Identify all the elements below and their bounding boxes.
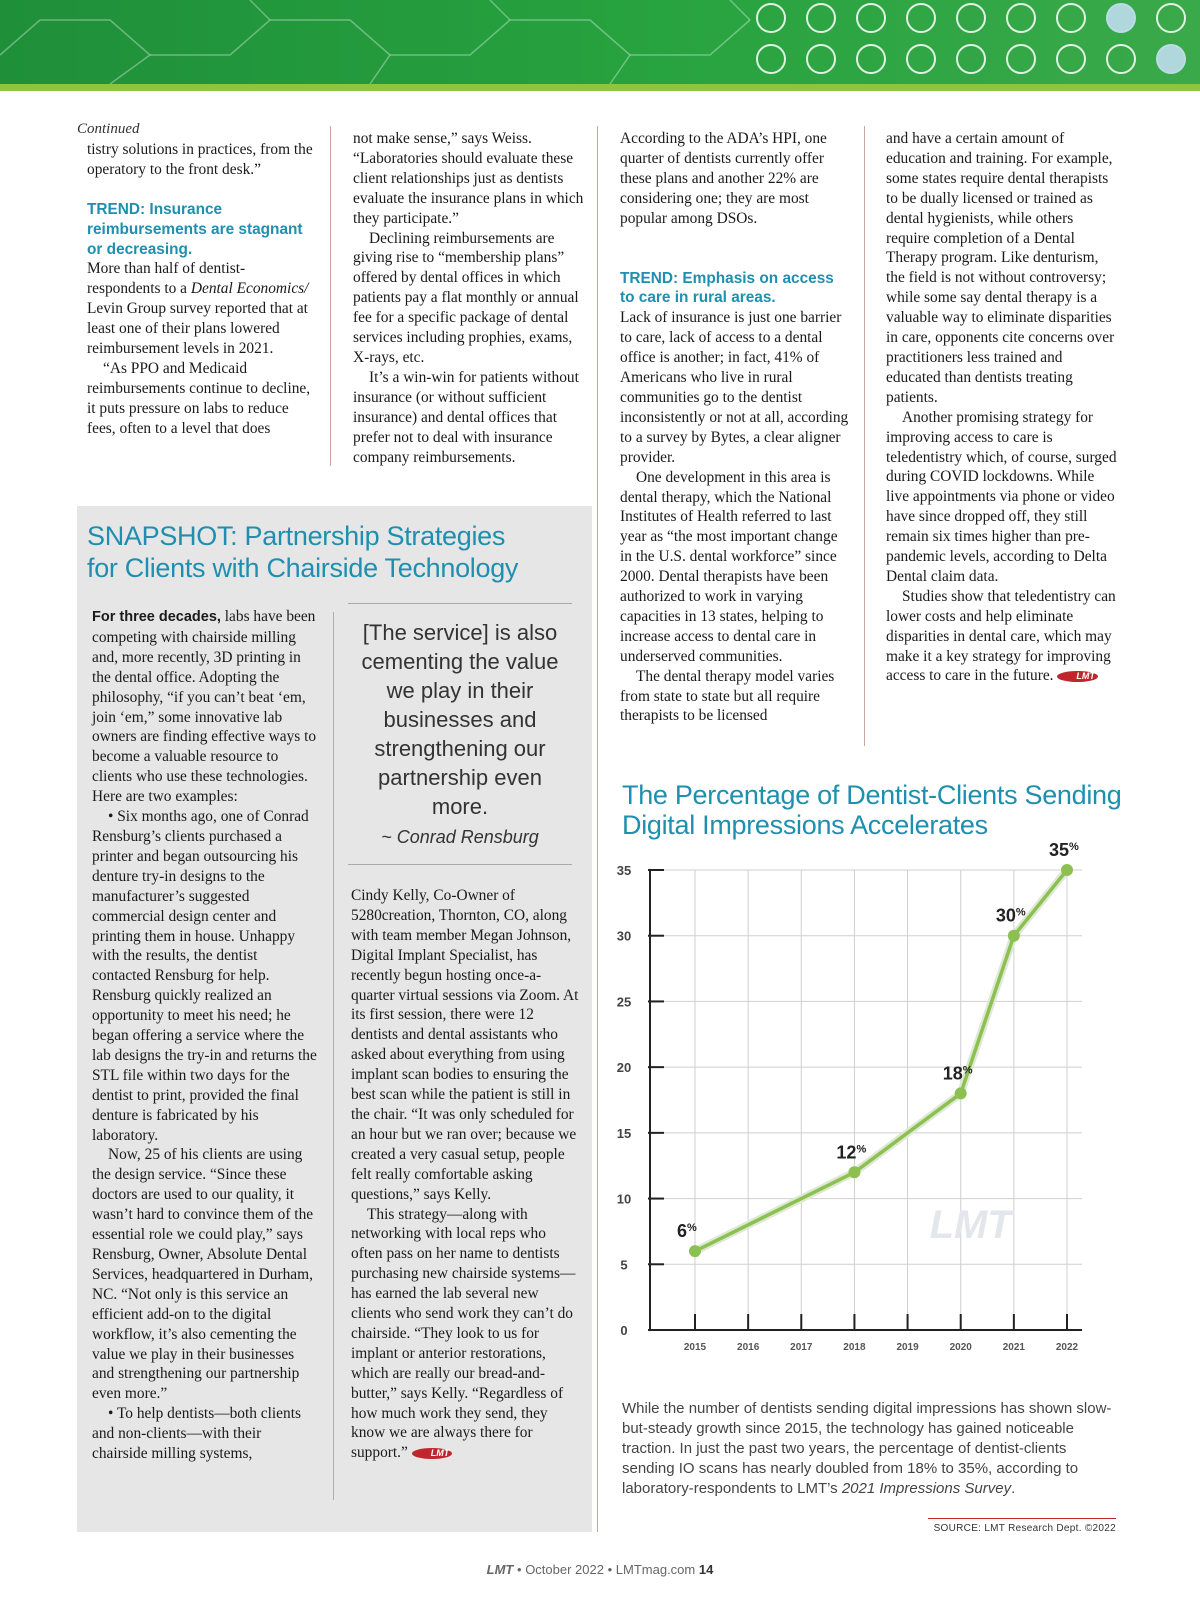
x-tick-label: 2016 [737, 1342, 760, 1353]
y-tick-label: 25 [616, 994, 632, 1010]
bubble-decoration [1106, 44, 1136, 74]
paragraph [886, 587, 1118, 687]
data-label-unit: % [687, 1222, 697, 1235]
snapshot-divider [333, 612, 334, 1500]
header-accent-line [0, 84, 1200, 91]
bubble-decoration [1156, 44, 1186, 74]
bubble-decoration [1006, 3, 1036, 33]
trend-heading: TREND: Emphasis on access to care in rural areas. [620, 269, 834, 307]
lead-in: For three decades, [92, 609, 221, 625]
article-column-1 [77, 120, 317, 439]
page-number: 14 [698, 1562, 714, 1577]
data-label-value: 12 [836, 1142, 857, 1163]
data-point [1008, 930, 1020, 942]
bullet-paragraph: • Six months ago, one of Conrad Rensburg’s clients purchased a printer and began outsourcing his denture try-in designs to the manufacturer’s suggested commercial design center and printing them in house. Unhappy with the results, the dentist contacted Rensburg for help. Rensburg quickly realized an opportunity to meet his need; he began offering a service where the lab designs the try-in and returns the STL file within two days for the dentist to print, provided the final denture is fabricated by his laboratory. [92, 808, 317, 1144]
footer-separator: • [517, 1562, 522, 1577]
bubble-decoration [756, 44, 786, 74]
source-credit: SOURCE: LMT Research Dept. ©2022 [928, 1518, 1116, 1534]
y-tick-label: 20 [616, 1060, 632, 1076]
data-point [848, 1166, 860, 1178]
bubble-decoration [756, 3, 786, 33]
paragraph: tistry solutions in practices, from the operatory to the front desk.” [87, 140, 313, 178]
text-run: . [1011, 1480, 1016, 1497]
snapshot-column-left [92, 607, 318, 1464]
bubble-decoration [1056, 44, 1086, 74]
data-point [955, 1087, 967, 1099]
footer-separator: • [607, 1562, 613, 1577]
paragraph [77, 259, 317, 359]
footer-site: LMTmag.com [615, 1562, 696, 1577]
footer-brand: LMT [486, 1562, 514, 1577]
paragraph: Declining reimbursements are giving rise to “membership plans” offered by dental offices in which patients pay a flat monthly or annual fee for a specific package of dental services including prophies, exams, X-rays, etc. [353, 229, 579, 366]
bubble-decoration [806, 3, 836, 33]
bubble-decoration [806, 44, 836, 74]
data-point [1061, 864, 1073, 876]
snapshot-column-right [351, 886, 581, 1463]
page-footer [0, 1562, 1200, 1577]
article-column-4 [886, 129, 1118, 686]
chart-title: The Percentage of Dentist-Clients Sending Digital Impressions Accelerates [622, 780, 1122, 840]
data-point [689, 1245, 701, 1257]
text-run: Levin Group survey reported that at least one of their plans lowered reimbursement levels in 2021. [87, 300, 308, 358]
paragraph: Lack of insurance is just one barrier to care, lack of access to a dental office is another; in fact, 41% of Americans who live in rural communities go to the dentist inconsistently or not at all, according to a survey by Bytes, a clear aligner provider. [620, 309, 849, 466]
column-divider [597, 126, 598, 1532]
bubble-decoration [1056, 3, 1086, 33]
y-tick-label: 30 [616, 928, 632, 944]
text-run: This strategy—along with networking with local reps who often pass on her name to dentists purchasing new chairside systems—has earned the lab several new clients who send work they can’t do chairside. “They look to us for implant or anterior restorations, which are really our bread-and-butter,” says Kelly. “Regardless of how much work they send, they know we are always there for support.” [351, 1205, 576, 1462]
bubble-decoration [906, 44, 936, 74]
bubble-decoration [956, 44, 986, 74]
hexagon-pattern [0, 0, 760, 84]
data-label-value: 6 [677, 1221, 688, 1242]
x-tick-label: 2020 [949, 1342, 972, 1353]
snapshot-title-line: for Clients with Chairside Technology [87, 553, 519, 583]
bullet-paragraph: • To help dentists—both clients and non-clients—with their chairside milling systems, [92, 1405, 301, 1463]
data-label-unit: % [962, 1064, 973, 1077]
y-tick-label: 5 [620, 1257, 628, 1273]
x-tick-label: 2017 [790, 1342, 813, 1353]
publication-name: Dental Economics/ [190, 280, 309, 298]
y-tick-label: 15 [616, 1125, 632, 1141]
paragraph: Another promising strategy for improving access to care is teledentistry which, of course, surged during COVID lockdowns. While live appointments via phone or video have since dropped off, they still remain six times higher than pre-pandemic levels, according to Delta Dental claim data. [886, 408, 1117, 585]
y-tick-label: 0 [620, 1323, 628, 1338]
text-run: Studies show that teledentistry can lower costs and help eliminate disparities in dental care, which may make it a key strategy for improving access to care in the future. [886, 587, 1116, 685]
x-tick-label: 2015 [683, 1342, 707, 1353]
text-run: labs have been competing with chairside milling and, more recently, 3D printing in the dental office. Adopting the philosophy, “if you can’t beat ‘em, join ‘em,” some innovative lab owners are finding effective ways to become a valuable resource to clients who use these technologies. Here are two examples: [92, 608, 317, 806]
article-column-2 [353, 129, 585, 467]
x-tick-label: 2019 [896, 1342, 919, 1353]
pull-quote-text: [The service] is also cementing the value we play in their businesses and strengthening our partnership even more. [361, 620, 559, 819]
snapshot-title [87, 520, 587, 584]
x-tick-label: 2021 [1002, 1342, 1025, 1353]
paragraph [351, 1205, 581, 1464]
data-label-unit: % [856, 1143, 867, 1156]
bubble-decoration [1006, 44, 1036, 74]
column-divider [330, 126, 331, 466]
pull-quote-attribution: ~ Conrad Rensburg [381, 827, 539, 847]
paragraph: One development in this area is dental therapy, which the National Institutes of Health referred to last year as “the most important change in the U.S. dental workforce” since 2000. Dental therapists have been authorized to work in varying capacities in 13 states, helping to increase access to dental care in underserved communities. [620, 468, 838, 665]
bubble-decoration [856, 3, 886, 33]
bubble-decoration [956, 3, 986, 33]
survey-name: 2021 Impressions Survey [841, 1480, 1012, 1497]
lmt-end-mark-icon: LMT [412, 1448, 453, 1459]
paragraph [92, 607, 318, 807]
article-column-3 [620, 129, 852, 726]
text-run: While the number of dentists sending digital impressions has shown slow-but-steady growth since 2015, the technology has gained noticeable traction. In just the past two years, the percentage of dentist-clients sending IO scans has nearly doubled from 18% to 35%, according to laboratory-respondents to LMT’s [622, 1400, 1112, 1497]
paragraph: According to the ADA’s HPI, one quarter of dentists currently offer these plans and another 22% are considering one; they are most popular among DSOs. [620, 130, 827, 227]
paragraph: not make sense,” says Weiss. “Laboratories should evaluate these client relationships just as dentists evaluate the insurance plans in which they participate.” [353, 130, 584, 227]
bubble-decoration [856, 44, 886, 74]
text-run: More than half of dentist-respondents to a [87, 260, 246, 298]
continued-label: Continued [77, 121, 140, 137]
data-label-unit: % [1015, 906, 1026, 919]
snapshot-title-line: SNAPSHOT: Partnership Strategies [87, 521, 506, 551]
column-divider [864, 126, 865, 746]
x-tick-label: 2018 [843, 1342, 866, 1353]
bubble-decoration [1106, 3, 1136, 33]
pull-quote [348, 603, 572, 865]
data-label [1049, 840, 1079, 860]
paragraph: and have a certain amount of education and training. For example, some states require dental therapists to be dually licensed or trained as dental hygienists, while others require completion of a Dental Therapy program. Like denturism, the field is not without controversy; while some say dental therapy is a valuable way to eliminate disparities in care, opponents cite concerns over practitioners less trained and educated than dentists treating patients. [886, 130, 1115, 406]
line-chart [612, 840, 1102, 1380]
y-tick-label: 35 [616, 863, 632, 878]
paragraph: Cindy Kelly, Co-Owner of 5280creation, Thornton, CO, along with team member Megan Johnson, Digital Implant Specialist, has recently begun hosting once-a-quarter virtual sessions via Zoom. At its first session, there were 12 dentists and dental assistants who asked about everything from using implant scan bodies to ensuring the best scan while the patient is still in the chair. “It was only scheduled for an hour but we ran over; because we created a very casual setup, people felt really comfortable asking questions,” says Kelly. [351, 887, 579, 1203]
header-band [0, 0, 1200, 84]
data-label-value: 35 [1049, 840, 1070, 860]
bubble-decoration [1156, 3, 1186, 33]
y-tick-label: 10 [616, 1191, 632, 1207]
x-tick-label: 2022 [1055, 1342, 1079, 1353]
paragraph: The dental therapy model varies from state to state but all require therapists to be licensed [620, 667, 835, 725]
bubble-decoration [906, 3, 936, 33]
paragraph: Now, 25 of his clients are using the design service. “Since these doctors are used to our quality, it wasn’t hard to convince them of the essential role we could play,” says Rensburg, Owner, Absolute Dental Services, headquartered in Durham, NC. “Not only is this service an efficient add-on to the digital workflow, it’s also cementing the value we play in their businesses and strengthening our partnership even more.” [92, 1146, 314, 1403]
footer-issue: October 2022 [525, 1562, 604, 1577]
chart-caption [622, 1399, 1112, 1499]
paragraph: “As PPO and Medicaid reimbursements continue to decline, it puts pressure on labs to reduce fees, often to a level that does [87, 359, 311, 437]
data-label-value: 30 [995, 905, 1016, 926]
data-label-unit: % [1069, 841, 1079, 853]
data-label-value: 18 [942, 1063, 963, 1084]
lmt-watermark: LMT [929, 1203, 1012, 1247]
trend-heading: TREND: Insurance reimbursements are stagnant or decreasing. [87, 200, 303, 258]
paragraph: It’s a win-win for patients without insurance (or without sufficient insurance) and dental offices that prefer not to deal with insurance company reimbursements. [353, 368, 579, 466]
lmt-end-mark-icon: LMT [1057, 671, 1098, 682]
